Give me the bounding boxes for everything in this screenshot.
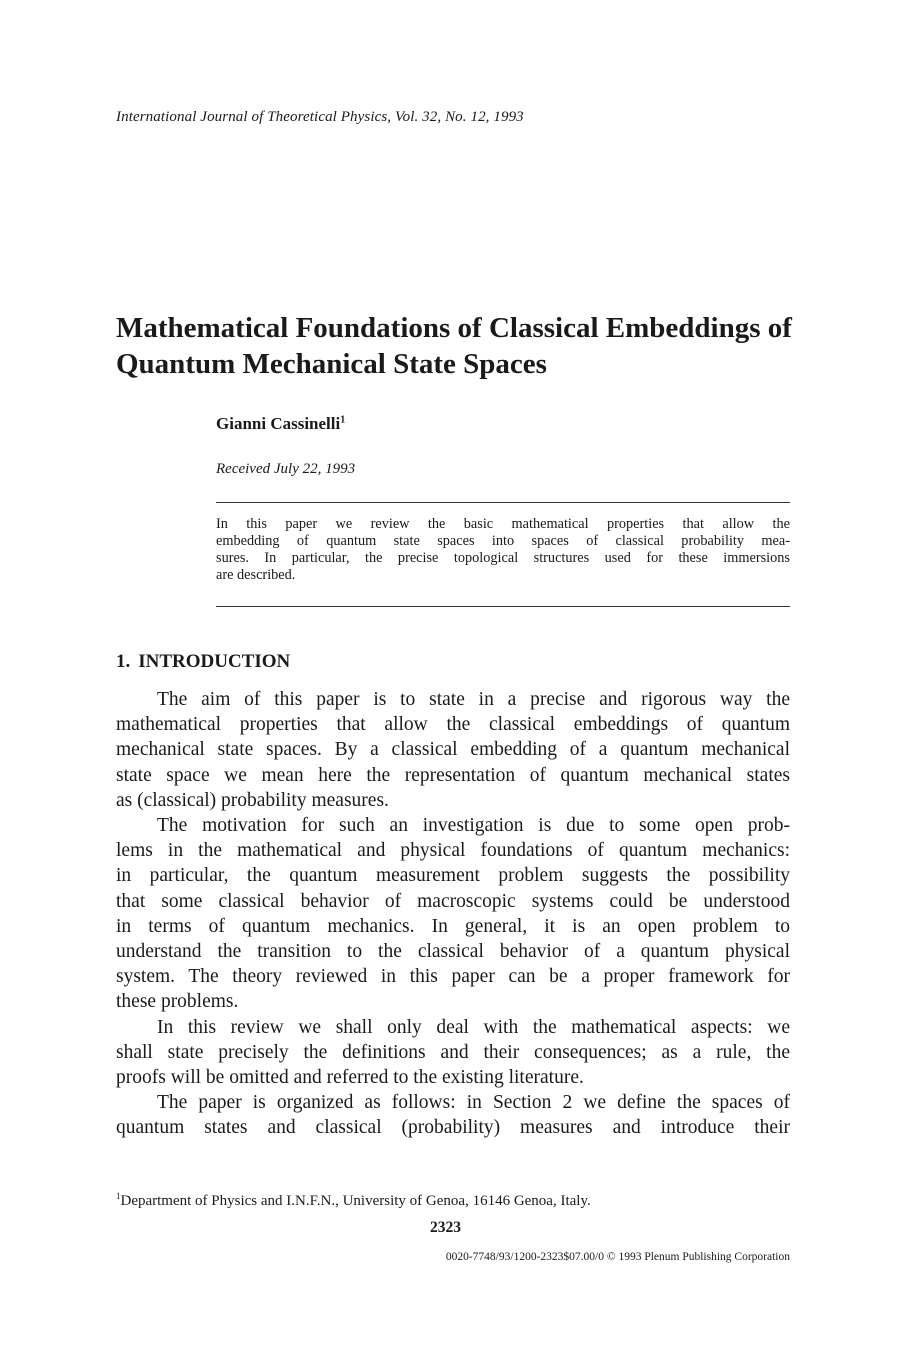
body-line: state space we mean here the representation of quantum mechanical states <box>116 764 790 786</box>
paragraph <box>116 813 790 1015</box>
footnote-mark: 1 <box>116 1191 121 1201</box>
abstract-line: embedding of quantum state spaces into spaces of classical probability mea- <box>216 533 790 549</box>
journal-citation: International Journal of Theoretical Physics, Vol. 32, No. 12, 1993 <box>116 109 524 125</box>
abstract-line: sures. In particular, the precise topological structures used for these immersions <box>216 550 790 566</box>
body-line: The aim of this paper is to state in a precise and rigorous way the <box>157 689 790 710</box>
abstract-bottom-rule <box>216 606 790 607</box>
body-line: understand the transition to the classical behavior of a quantum physical <box>116 941 790 963</box>
section-title: INTRODUCTION <box>138 651 291 672</box>
abstract <box>216 516 790 584</box>
paragraph <box>116 1090 790 1140</box>
footnote-text: Department of Physics and I.N.F.N., University of Genoa, 16146 Genoa, Italy. <box>120 1193 591 1209</box>
body-line: these problems. <box>116 991 239 1013</box>
abstract-line: are described. <box>216 567 296 583</box>
body-line: quantum states and classical (probability) measures and introduce their <box>116 1117 790 1139</box>
paper-title <box>116 310 806 382</box>
section-body <box>116 663 790 1141</box>
abstract-top-rule <box>216 502 790 503</box>
author-name: Gianni Cassinelli <box>216 414 341 433</box>
body-line: lems in the mathematical and physical foundations of quantum mechanics: <box>116 840 790 862</box>
body-line: in terms of quantum mechanics. In general, it is an open problem to <box>116 915 790 937</box>
page-number: 2323 <box>430 1219 461 1236</box>
body-line: The motivation for such an investigation is due to some open prob- <box>157 815 790 837</box>
body-line: mathematical properties that allow the classical embeddings of quantum <box>116 714 790 736</box>
body-line: that some classical behavior of macroscopic systems could be understood <box>116 890 790 912</box>
footnote <box>116 1191 591 1210</box>
paragraph <box>116 687 790 813</box>
body-line: In this review we shall only deal with the mathematical aspects: we <box>157 1016 790 1038</box>
body-line: shall state precisely the definitions and their consequences; as a rule, the <box>116 1041 790 1063</box>
body-line: proofs will be omitted and referred to the existing literature. <box>116 1067 584 1089</box>
copyright-line: 0020-7748/93/1200-2323$07.00/0 © 1993 Plenum Publishing Corporation <box>445 1251 790 1263</box>
body-line: as (classical) probability measures. <box>116 789 389 811</box>
body-line: in particular, the quantum measurement problem suggests the possibility <box>116 865 790 887</box>
abstract-line: In this paper we review the basic mathematical properties that allow the <box>216 516 790 532</box>
body-line: mechanical state spaces. By a classical embedding of a quantum mechanical <box>116 739 790 761</box>
paragraph <box>116 1015 790 1091</box>
received-date: Received July 22, 1993 <box>216 461 356 477</box>
paper-title-line-2: Quantum Mechanical State Spaces <box>116 348 547 380</box>
section-number: 1. <box>116 651 131 672</box>
paper-title-line-1: Mathematical Foundations of Classical Embeddings of <box>116 312 792 344</box>
body-line: system. The theory reviewed in this paper can be a proper framework for <box>116 966 790 988</box>
author <box>216 414 345 434</box>
body-line: The paper is organized as follows: in Section 2 we define the spaces of <box>157 1092 790 1114</box>
author-footnote-mark: 1 <box>340 414 346 426</box>
